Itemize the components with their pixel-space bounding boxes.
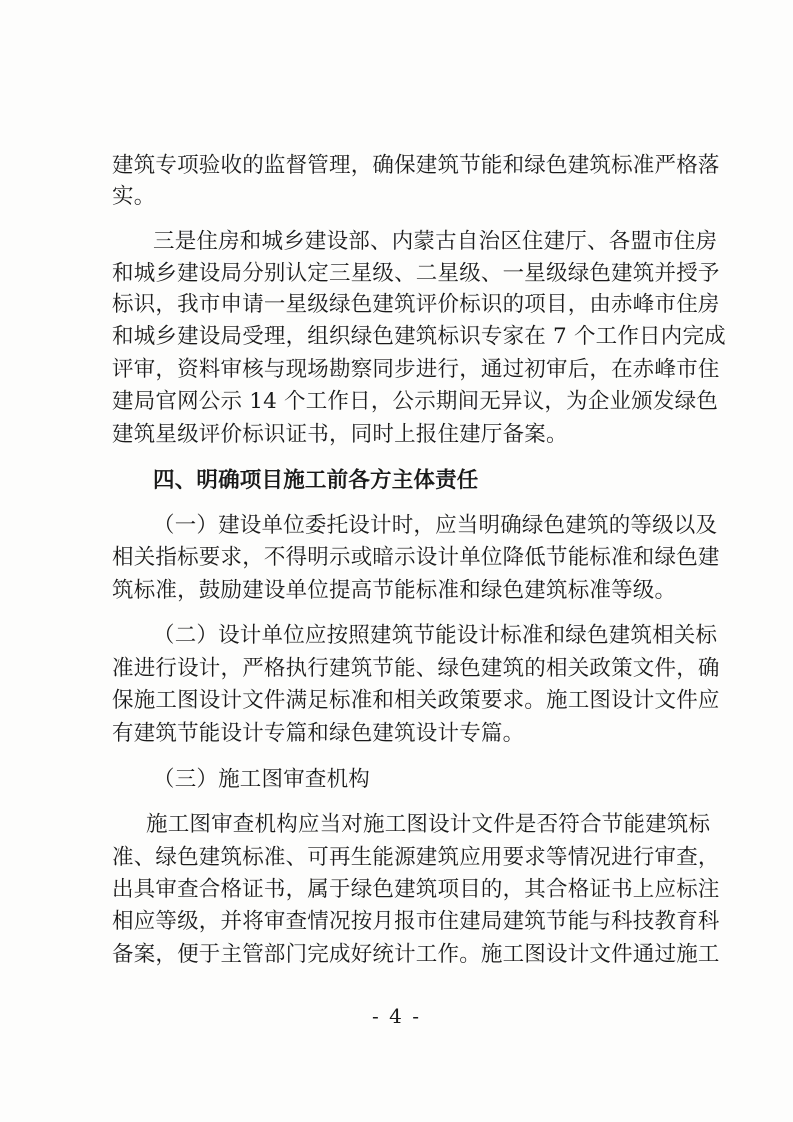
- paragraph-line: 建局官网公示 14 个工作日，公示期间无异议，为企业颁发绿色: [112, 389, 719, 414]
- paragraph-line: 相关指标要求，不得明示或暗示设计单位降低节能标准和绿色建: [112, 545, 720, 570]
- paragraph-line: 实。: [112, 184, 156, 209]
- paragraph-line: 准、绿色建筑标准、可再生能源建筑应用要求等情况进行审查，: [112, 845, 720, 870]
- paragraph-line: 施工图审查机构应当对施工图设计文件是否符合节能建筑标: [146, 812, 711, 837]
- paragraph-line: （二）设计单位应按照建筑节能设计标准和绿色建筑相关标: [153, 623, 718, 648]
- section-heading: 四、明确项目施工前各方主体责任: [153, 468, 479, 493]
- paragraph-line: 筑标准，鼓励建设单位提高节能标准和绿色建筑标准等级。: [112, 578, 677, 603]
- page-number: - 4 -: [372, 1004, 421, 1028]
- paragraph-line: 建筑星级评价标识证书，同时上报住建厅备案。: [112, 422, 568, 447]
- paragraph-line: 和城乡建设局受理，组织绿色建筑标识专家在 7 个工作日内完成: [112, 324, 726, 349]
- paragraph-line: 建筑专项验收的监督管理，确保建筑节能和绿色建筑标准严格落: [112, 153, 720, 178]
- paragraph-line: 出具审查合格证书，属于绿色建筑项目的，其合格证书上应标注: [112, 877, 720, 902]
- paragraph-line: 评审，资料审核与现场勘察同步进行，通过初审后，在赤峰市住: [112, 357, 720, 382]
- paragraph-line: 和城乡建设局分别认定三星级、二星级、一星级绿色建筑并授予: [112, 261, 720, 286]
- paragraph-line: 有建筑节能设计专篇和绿色建筑设计专篇。: [112, 721, 525, 746]
- paragraph-line: 准进行设计，严格执行建筑节能、绿色建筑的相关政策文件，确: [112, 656, 720, 681]
- paragraph-line: 标识，我市申请一星级绿色建筑评价标识的项目，由赤峰市住房: [112, 292, 720, 317]
- subsection-heading: （三）施工图审查机构: [153, 767, 371, 792]
- paragraph-line: （一）建设单位委托设计时，应当明确绿色建筑的等级以及: [153, 513, 718, 538]
- paragraph-line: 三是住房和城乡建设部、内蒙古自治区住建厅、各盟市住房: [153, 229, 718, 254]
- paragraph-line: 相应等级，并将审查情况按月报市住建局建筑节能与科技教育科: [112, 909, 720, 934]
- paragraph-line: 备案，便于主管部门完成好统计工作。施工图设计文件通过施工: [112, 942, 720, 967]
- paragraph-line: 保施工图设计文件满足标准和相关政策要求。施工图设计文件应: [112, 688, 720, 713]
